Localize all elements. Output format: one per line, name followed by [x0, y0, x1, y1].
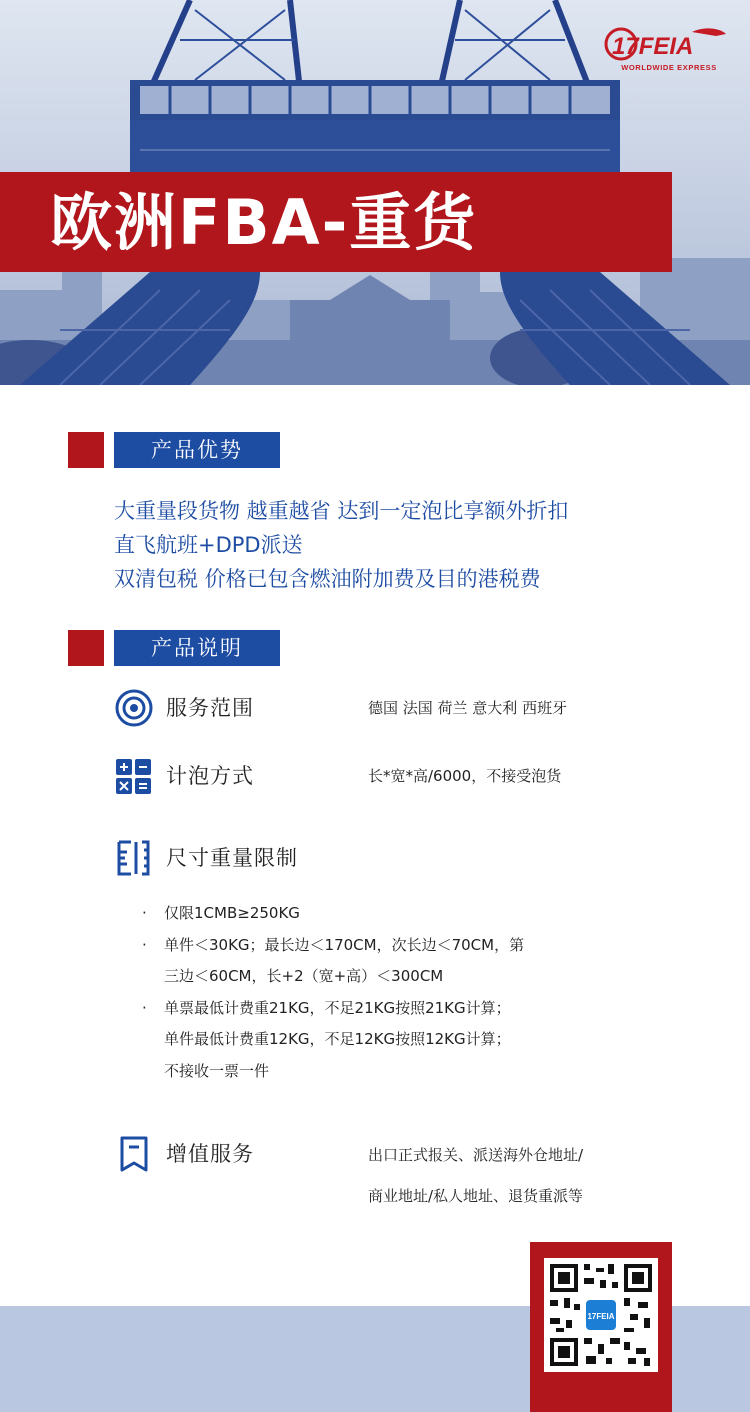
service-scope-label: 服务范围 [166, 696, 254, 720]
size-limit-list [142, 898, 524, 1087]
page-title: 欧洲FBA-重货 [50, 186, 478, 259]
limit-text: 不接收一票一件 [164, 1061, 270, 1080]
limit-text: 单件最低计费重12KG，不足12KG按照12KG计算； [164, 1030, 511, 1048]
section-marker [68, 630, 104, 666]
bullet-dot: · [142, 935, 147, 954]
limit-line [142, 993, 524, 1025]
hero-banner [0, 0, 750, 385]
section-title-advantages: 产品优势 [114, 432, 280, 468]
brand-logo [604, 24, 729, 76]
bullet-dot: · [142, 998, 147, 1017]
limit-line [142, 1024, 524, 1056]
qr-code-icon [544, 1258, 658, 1372]
section-title-description: 产品说明 [114, 630, 280, 666]
target-icon [114, 688, 154, 728]
ruler-icon [114, 838, 154, 878]
limit-line [142, 1056, 524, 1088]
bullet-dot: · [142, 904, 147, 922]
service-scope-value: 德国 法国 荷兰 意大利 西班牙 [368, 699, 568, 717]
volumetric-label: 计泡方式 [166, 764, 254, 788]
advantage-line: 双清包税 价格已包含燃油附加费及目的港税费 [114, 567, 541, 591]
qr-code[interactable] [544, 1258, 658, 1372]
value-added-line: 商业地址/私人地址、退货重派等 [368, 1187, 584, 1205]
value-added-label: 增值服务 [166, 1142, 254, 1166]
qr-center-logo: 17FEIA [587, 1312, 615, 1321]
volumetric-value: 长*宽*高/6000，不接受泡货 [368, 767, 562, 785]
limit-line [142, 930, 524, 962]
size-limit-label: 尺寸重量限制 [166, 846, 298, 870]
calculator-icon [114, 756, 154, 796]
logo-text: 17FEIA [612, 33, 694, 60]
advantage-line: 直飞航班+DPD派送 [114, 533, 303, 557]
limit-line [142, 898, 524, 930]
advantage-line: 大重量段货物 越重越省 达到一定泡比享额外折扣 [114, 499, 569, 523]
value-added-line: 出口正式报关、派送海外仓地址/ [368, 1146, 584, 1164]
logo-subtitle: WORLDWIDE EXPRESS [621, 63, 717, 72]
logo-mark-icon [604, 24, 729, 64]
advantages-list [114, 494, 568, 596]
section-marker [68, 432, 104, 468]
limit-line [142, 961, 524, 993]
limit-text: 仅限1CMB≥250KG [164, 904, 300, 922]
limit-text: 三边＜60CM，长+2（宽+高）＜300CM [164, 967, 444, 985]
value-added-list [368, 1135, 583, 1217]
limit-text: 单票最低计费重21KG，不足21KG按照21KG计算； [164, 998, 511, 1017]
limit-text: 单件＜30KG；最长边＜170CM，次长边＜70CM，第 [164, 935, 525, 954]
bookmark-icon [114, 1134, 154, 1174]
